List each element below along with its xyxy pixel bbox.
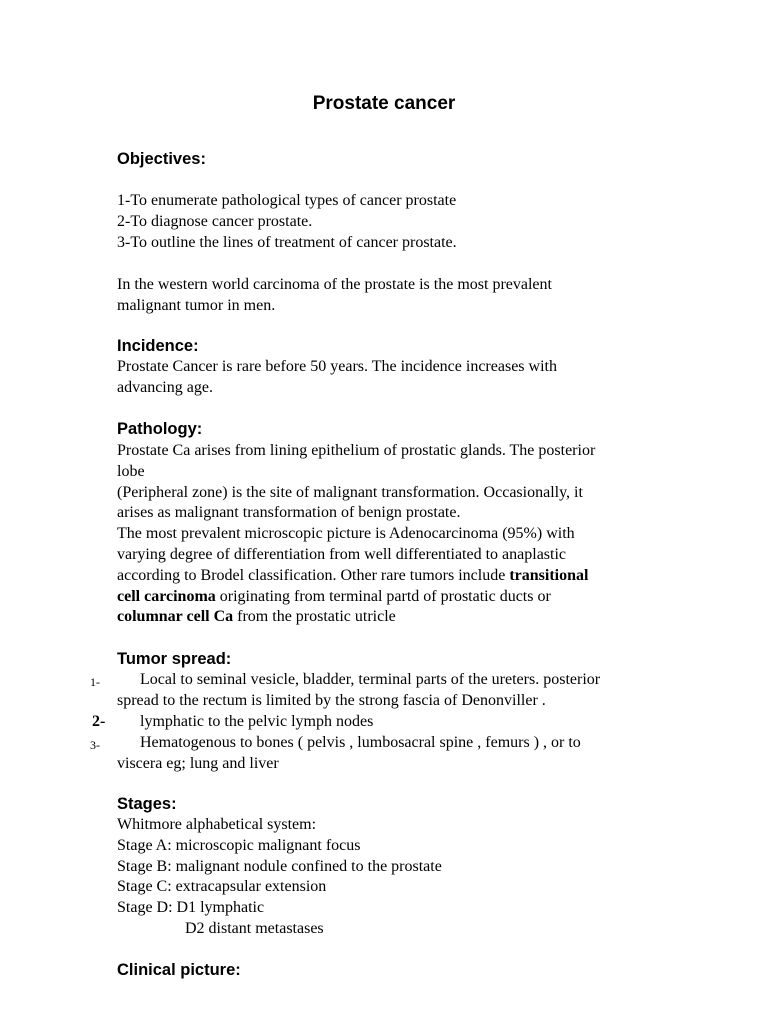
- incidence-heading: Incidence:: [117, 337, 199, 355]
- objective-item: 1-To enumerate pathological types of cancer prostate: [117, 192, 457, 209]
- list-number: 3-: [90, 738, 100, 752]
- paragraph-line: advancing age.: [117, 378, 213, 396]
- objective-item: 3-To outline the lines of treatment of cancer prostate.: [117, 233, 457, 251]
- paragraph-line: (Peripheral zone) is the site of malignant transformation. Occasionally, it: [117, 483, 583, 501]
- paragraph-line: malignant tumor in men.: [117, 296, 276, 314]
- objective-item: 2-To diagnose cancer prostate.: [117, 212, 313, 230]
- paragraph-line: varying degree of differentiation from well differentiated to anaplastic: [117, 545, 567, 563]
- pathology-heading: Pathology:: [117, 420, 203, 438]
- stage-line: Stage B: malignant nodule confined to the prostate: [117, 857, 442, 875]
- line-text: according to Brodel classification. Other rare tumors include: [117, 566, 510, 584]
- list-number: 1-: [90, 675, 100, 689]
- objectives-heading: Objectives:: [117, 150, 206, 168]
- line-text: from the prostatic utricle: [233, 608, 396, 626]
- stage-line: Stage D: D1 lymphatic: [117, 899, 265, 917]
- paragraph-line: lobe: [117, 462, 145, 480]
- tumor-spread-heading: Tumor spread:: [117, 650, 232, 668]
- paragraph-line: arises as malignant transformation of benign prostate.: [117, 504, 461, 522]
- list-text: spread to the rectum is limited by the strong fascia of Denonviller .: [117, 692, 546, 709]
- list-text: viscera eg; lung and liver: [117, 755, 279, 772]
- paragraph-line: [117, 607, 677, 628]
- stage-line: D2 distant metastases: [185, 919, 324, 937]
- paragraph-line: [117, 566, 677, 587]
- list-text: lymphatic to the pelvic lymph nodes: [140, 713, 374, 730]
- objectives-list: [117, 191, 677, 253]
- stages-paragraph: [117, 815, 677, 940]
- stage-line: Stage A: microscopic malignant focus: [117, 836, 361, 854]
- clinical-picture-heading: Clinical picture:: [117, 961, 241, 979]
- paragraph-line: In the western world carcinoma of the prostate is the most prevalent: [117, 276, 552, 293]
- line-text: originating from terminal partd of prostatic ducts or: [215, 587, 551, 605]
- bold-term: cell carcinoma: [117, 587, 216, 605]
- list-text: Hematogenous to bones ( pelvis , lumbosacral spine , femurs ) , or to: [140, 734, 581, 751]
- bold-term: transitional: [509, 566, 589, 584]
- paragraph-line: Prostate Ca arises from lining epithelium of prostatic glands. The posterior: [117, 442, 596, 459]
- paragraph-line: Prostate Cancer is rare before 50 years. The incidence increases with: [117, 358, 557, 375]
- pathology-paragraph: [117, 441, 677, 628]
- list-text: Local to seminal vesicle, bladder, terminal parts of the ureters. posterior: [140, 671, 601, 688]
- incidence-paragraph: [117, 357, 677, 399]
- paragraph-line: The most prevalent microscopic picture is Adenocarcinoma (95%) with: [117, 525, 575, 543]
- intro-paragraph: [117, 275, 677, 317]
- stage-line: Whitmore alphabetical system:: [117, 816, 317, 833]
- stages-heading: Stages:: [117, 795, 177, 813]
- stage-line: Stage C: extracapsular extension: [117, 878, 327, 896]
- page-title: Prostate cancer: [312, 93, 456, 114]
- paragraph-line: [117, 587, 677, 608]
- list-number: 2-: [92, 713, 106, 730]
- bold-term: columnar cell Ca: [117, 608, 234, 626]
